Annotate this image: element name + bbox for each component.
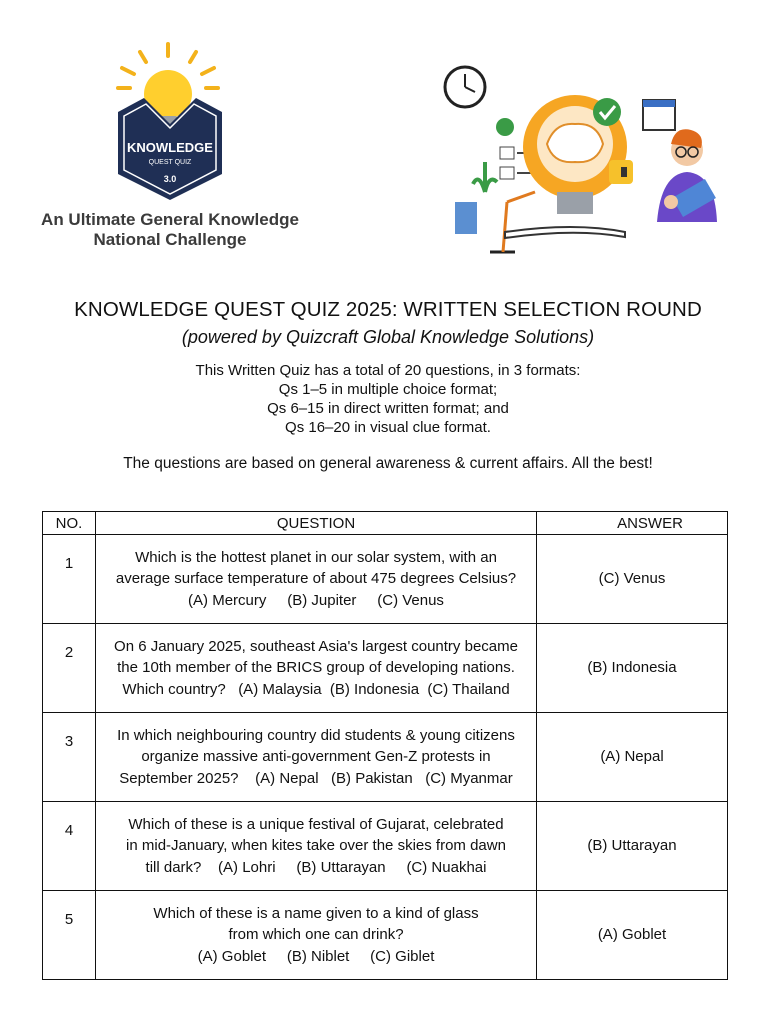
question-text (96, 802, 537, 891)
logo-version: 3.0 (163, 174, 177, 184)
intro-text (0, 361, 768, 437)
intro-line-2: Qs 1–5 in multiple choice format; (278, 381, 498, 398)
question-text (96, 535, 537, 624)
logo-sub: QUEST QUIZ (148, 159, 192, 166)
question-line: in mid-January, when kites take over the skies from dawn (126, 837, 506, 855)
question-number: 3 (43, 713, 96, 802)
intro-line-3: Qs 6–15 in direct written format; and (267, 400, 509, 417)
tagline (20, 210, 320, 250)
tagline-line-2: National Challenge (93, 230, 247, 249)
page-subtitle: (powered by Quizcraft Global Knowledge Solutions) (181, 327, 595, 347)
question-line: Which of these is a name given to a kind of glass (153, 904, 479, 922)
table-row (43, 624, 728, 713)
intro-line-4: Qs 16–20 in visual clue format. (285, 419, 491, 436)
closing-note: The questions are based on general awareness & current affairs. All the best! (123, 455, 653, 472)
answer-cell: (B) Uttarayan (537, 802, 728, 891)
answer-cell: (A) Nepal (537, 713, 728, 802)
question-line: In which neighbouring country did students & young citizens (117, 726, 515, 744)
tagline-line-1: An Ultimate General Knowledge (41, 210, 299, 229)
table-header-row (43, 512, 728, 535)
header-question: QUESTION (96, 512, 537, 535)
question-text (96, 891, 537, 980)
page-title: KNOWLEDGE QUEST QUIZ 2025: WRITTEN SELECTION ROUND (74, 298, 702, 321)
table-row (43, 802, 728, 891)
table-row (43, 891, 728, 980)
question-number: 1 (43, 535, 96, 624)
header-banner (0, 12, 768, 247)
question-text (96, 713, 537, 802)
question-line: average surface temperature of about 475 degrees Celsius? (115, 570, 517, 588)
logo-word: KNOWLEDGE (127, 140, 213, 155)
question-text (96, 624, 537, 713)
header-answer: ANSWER (537, 512, 728, 535)
question-options: (A) Goblet (B) Niblet (C) Giblet (197, 947, 435, 965)
intro-line-1: This Written Quiz has a total of 20 questions, in 3 formats: (195, 362, 581, 379)
question-line: the 10th member of the BRICS group of developing nations. (117, 659, 515, 677)
questions-table (42, 511, 728, 980)
answer-cell: (C) Venus (537, 535, 728, 624)
question-line: On 6 January 2025, southeast Asia's largest country became (114, 637, 518, 655)
table-row (43, 713, 728, 802)
answer-cell: (A) Goblet (537, 891, 728, 980)
question-options: (A) Mercury (B) Jupiter (C) Venus (188, 591, 444, 609)
header-no: NO. (43, 512, 96, 535)
question-number: 4 (43, 802, 96, 891)
question-options: till dark? (A) Lohri (B) Uttarayan (C) Nuakhai (145, 858, 487, 876)
question-line: Which is the hottest planet in our solar system, with an (135, 548, 497, 566)
question-number: 5 (43, 891, 96, 980)
question-line: Which of these is a unique festival of Gujarat, celebrated (128, 815, 504, 833)
question-line: from which one can drink? (228, 926, 404, 944)
question-options: September 2025? (A) Nepal (B) Pakistan (C) Myanmar (119, 769, 513, 787)
question-options: Which country? (A) Malaysia (B) Indonesia (C) Thailand (122, 680, 510, 698)
study-illustration (425, 52, 765, 257)
question-number: 2 (43, 624, 96, 713)
quiz-logo (110, 42, 230, 202)
answer-cell: (B) Indonesia (537, 624, 728, 713)
question-line: organize massive anti-government Gen-Z protests in (141, 748, 491, 766)
table-row (43, 535, 728, 624)
